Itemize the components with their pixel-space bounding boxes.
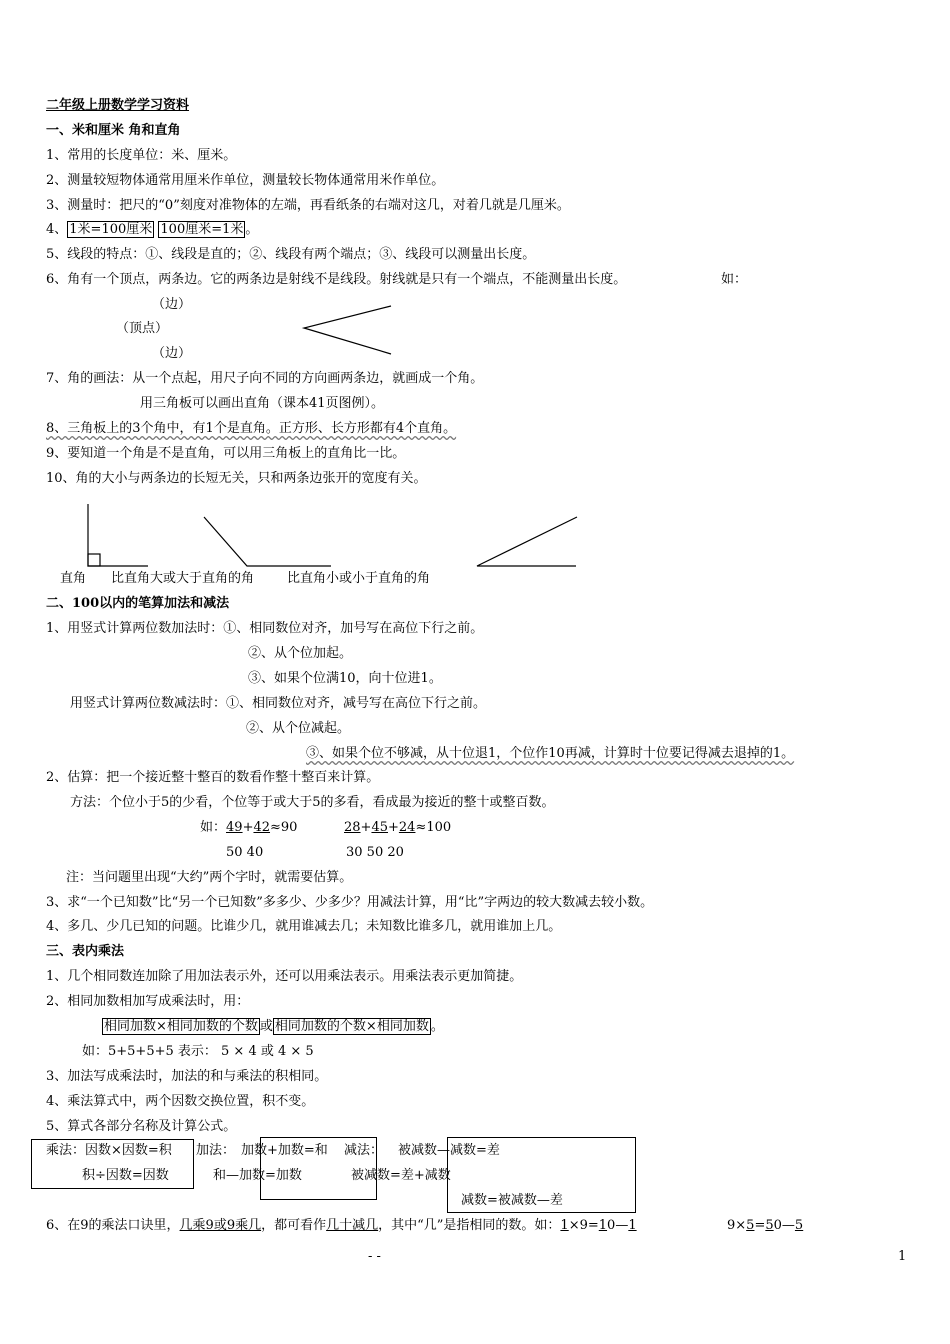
s3-line-4: 4、乘法算式中，两个因数交换位置，积不变。 xyxy=(46,1094,315,1109)
ex1-addend-a: 49 xyxy=(226,820,243,835)
s2-sub-rule-2: ②、从个位减起。 xyxy=(246,721,351,736)
right-angle-diagram xyxy=(88,504,148,566)
s3-line-6-a: 6、在9的乘法口诀里， xyxy=(46,1218,180,1233)
caption-right-angle: 直角 xyxy=(60,571,87,586)
s3-line-5: 5、算式各部分名称及计算公式。 xyxy=(46,1119,237,1134)
s3-line-2: 2、相同加数相加写成乘法时，用： xyxy=(46,994,250,1009)
s2-sub-rule-1: 用竖式计算两位数减法时：①、相同数位对齐，减号写在高位下行之前。 xyxy=(70,696,487,711)
s3-ex2-g5: 0— xyxy=(773,1218,795,1233)
page-number: 1 xyxy=(898,1249,907,1264)
s1-line-1: 1、常用的长度单位：米、厘米。 xyxy=(46,148,237,163)
s3-line-6 xyxy=(46,1218,637,1234)
s3-ex1-f3: 1 xyxy=(598,1218,608,1233)
s3-ex2-g1: 9× xyxy=(727,1218,747,1233)
s3-line-6-example-2 xyxy=(727,1218,803,1234)
s3-ex2-g4: 5 xyxy=(765,1218,774,1233)
ex1-rounded-values: 50 40 xyxy=(226,845,264,860)
s1-line-9: 9、要知道一个角是不是直角，可以用三角板上的直角比一比。 xyxy=(46,446,406,461)
s1-line-4-suffix: 。 xyxy=(245,222,259,237)
add-formula-2: 和—加数=加数 xyxy=(213,1168,302,1183)
estimate-example-1 xyxy=(200,820,297,836)
s3-ex1-f2: ×9= xyxy=(568,1218,599,1233)
form-or: 或 xyxy=(259,1019,273,1034)
s3-line-6-b: 几乘9或9乘几 xyxy=(179,1218,262,1233)
formula-box-centimeter: 100厘米=1米 xyxy=(160,222,244,237)
formula-box-meter: 1米=100厘米 xyxy=(69,222,153,237)
angle-label-edge-bottom: （边） xyxy=(152,346,192,361)
s3-line-6-c: ，都可看作 xyxy=(261,1218,327,1233)
s1-line-6: 6、角有一个顶点，两条边。它的两条边是射线不是线段。射线就是只有一个端点，不能测量出长度。 xyxy=(46,272,627,287)
angle-example-diagram xyxy=(304,306,391,354)
section-heading-2: 二、100以内的笔算加法和减法 xyxy=(46,596,230,611)
angle-label-vertex: （顶点） xyxy=(116,321,169,336)
form-box-a: 相同加数×相同加数的个数 xyxy=(104,1019,258,1034)
ex2-result: ≈100 xyxy=(415,820,452,835)
s3-ex1-f1: 1 xyxy=(560,1218,569,1233)
s1-line-8: 8、三角板上的3个角中，有1个是直角。正方形、长方形都有4个直角。 xyxy=(46,421,457,436)
ex2-plus-1: + xyxy=(360,820,372,835)
s3-example: 如：5+5+5+5 表示： 5 × 4 或 4 × 5 xyxy=(82,1044,314,1059)
obtuse-angle-diagram xyxy=(204,517,331,566)
s2-estimate-method: 方法：个位小于5的少看，个位等于或大于5的多看，看成最为接近的整十或整百数。 xyxy=(70,795,555,810)
s1-line-2: 2、测量较短物体通常用厘米作单位，测量较长物体通常用米作单位。 xyxy=(46,173,445,188)
multiplication-forms xyxy=(102,1019,444,1035)
s2-note: 注：当问题里出现“大约”两个字时，就需要估算。 xyxy=(66,870,353,885)
s2-add-rule-2: ②、从个位加起。 xyxy=(248,646,353,661)
ex2-addend-a: 28 xyxy=(344,820,361,835)
sub-label: 减法： xyxy=(344,1143,384,1158)
document-title: 二年级上册数学学习资料 xyxy=(46,98,190,113)
footer-center: - - xyxy=(368,1249,381,1264)
form-box-b: 相同加数的个数×相同加数 xyxy=(274,1019,429,1034)
acute-angle-diagram xyxy=(477,517,577,566)
s3-ex1-f4: 0— xyxy=(607,1218,629,1233)
estimate-example-2 xyxy=(344,820,451,836)
ex2-plus-2: + xyxy=(388,820,399,835)
sub-formula-3: 减数=被减数—差 xyxy=(461,1193,563,1208)
s1-line-3: 3、测量时：把尺的“0”刻度对准物体的左端，再看纸条的右端对这几，对着几就是几厘米。 xyxy=(46,198,570,213)
s2-line-4: 4、多几、少几已知的问题。比谁少几，就用谁减去几；未知数比谁多几，就用谁加上几。 xyxy=(46,919,562,934)
s3-ex1-f5: 1 xyxy=(628,1218,637,1233)
ex1-plus: + xyxy=(242,820,254,835)
ex1-result: ≈90 xyxy=(270,820,298,835)
form-end: 。 xyxy=(430,1019,444,1034)
angle-label-edge-top: （边） xyxy=(152,297,192,312)
s1-line-5: 5、线段的特点：①、线段是直的；②、线段有两个端点；③、线段可以测量出长度。 xyxy=(46,247,536,262)
section-heading-3: 三、表内乘法 xyxy=(46,944,125,959)
s3-line-6-e: ，其中“几”是指相同的数。如： xyxy=(378,1218,561,1233)
s2-line-3: 3、求“一个已知数”比“另一个已知数”多多少、少多少？用减法计算，用“比”字两边的较大数减去较小数。 xyxy=(46,895,654,910)
s2-estimate: 2、估算：把一个接近整十整百的数看作整十整百来计算。 xyxy=(46,770,380,785)
s3-ex2-g3: = xyxy=(754,1218,766,1233)
sub-formula-2: 被减数=差+减数 xyxy=(351,1168,451,1183)
s3-line-3: 3、加法写成乘法时，加法的和与乘法的积相同。 xyxy=(46,1069,328,1084)
s2-add-rule-3: ③、如果个位满10，向十位进1。 xyxy=(248,671,442,686)
s3-ex2-g2: 5 xyxy=(746,1218,755,1233)
ex2-addend-c: 24 xyxy=(398,820,416,835)
s3-ex2-g6: 5 xyxy=(794,1218,804,1233)
s3-line-6-d: 几十减几 xyxy=(326,1218,379,1233)
s2-sub-rule-3: ③、如果个位不够减，从十位退1，个位作10再减，计算时十位要记得减去退掉的1。 xyxy=(306,746,795,761)
s3-line-1: 1、几个相同数连加除了用加法表示外，还可以用乘法表示。用乘法表示更加简捷。 xyxy=(46,969,523,984)
add-label: 加法： xyxy=(196,1143,236,1158)
ex2-rounded-values: 30 50 20 xyxy=(346,845,404,860)
s2-add-rule-1: 1、用竖式计算两位数加法时：①、相同数位对齐，加号写在高位下行之前。 xyxy=(46,621,484,636)
s1-line-7b: 用三角板可以画出直角（课本41页图例）。 xyxy=(140,396,385,411)
s1-line-6-example: 如： xyxy=(721,272,748,287)
ex2-addend-b: 45 xyxy=(371,820,388,835)
mul-formula-1: 乘法：因数×因数=积 xyxy=(46,1143,172,1158)
mul-formula-2: 积÷因数=因数 xyxy=(82,1168,169,1183)
ex1-addend-b: 42 xyxy=(253,820,271,835)
s1-line-7: 7、角的画法：从一个点起，用尺子向不同的方向画两条边，就画成一个角。 xyxy=(46,371,484,386)
section-heading-1: 一、米和厘米 角和直角 xyxy=(46,123,181,138)
s1-line-10: 10、角的大小与两条边的长短无关，只和两条边张开的宽度有关。 xyxy=(46,471,427,486)
sub-formula-1: 被减数—减数=差 xyxy=(398,1143,500,1158)
example-label: 如： xyxy=(200,820,227,835)
caption-obtuse-angle: 比直角大或大于直角的角 xyxy=(111,571,255,586)
add-formula-1: 加数+加数=和 xyxy=(241,1143,328,1158)
caption-acute-angle: 比直角小或小于直角的角 xyxy=(287,571,431,586)
s1-line-4-prefix: 4、 xyxy=(46,222,68,237)
right-angle-mark xyxy=(88,554,100,566)
